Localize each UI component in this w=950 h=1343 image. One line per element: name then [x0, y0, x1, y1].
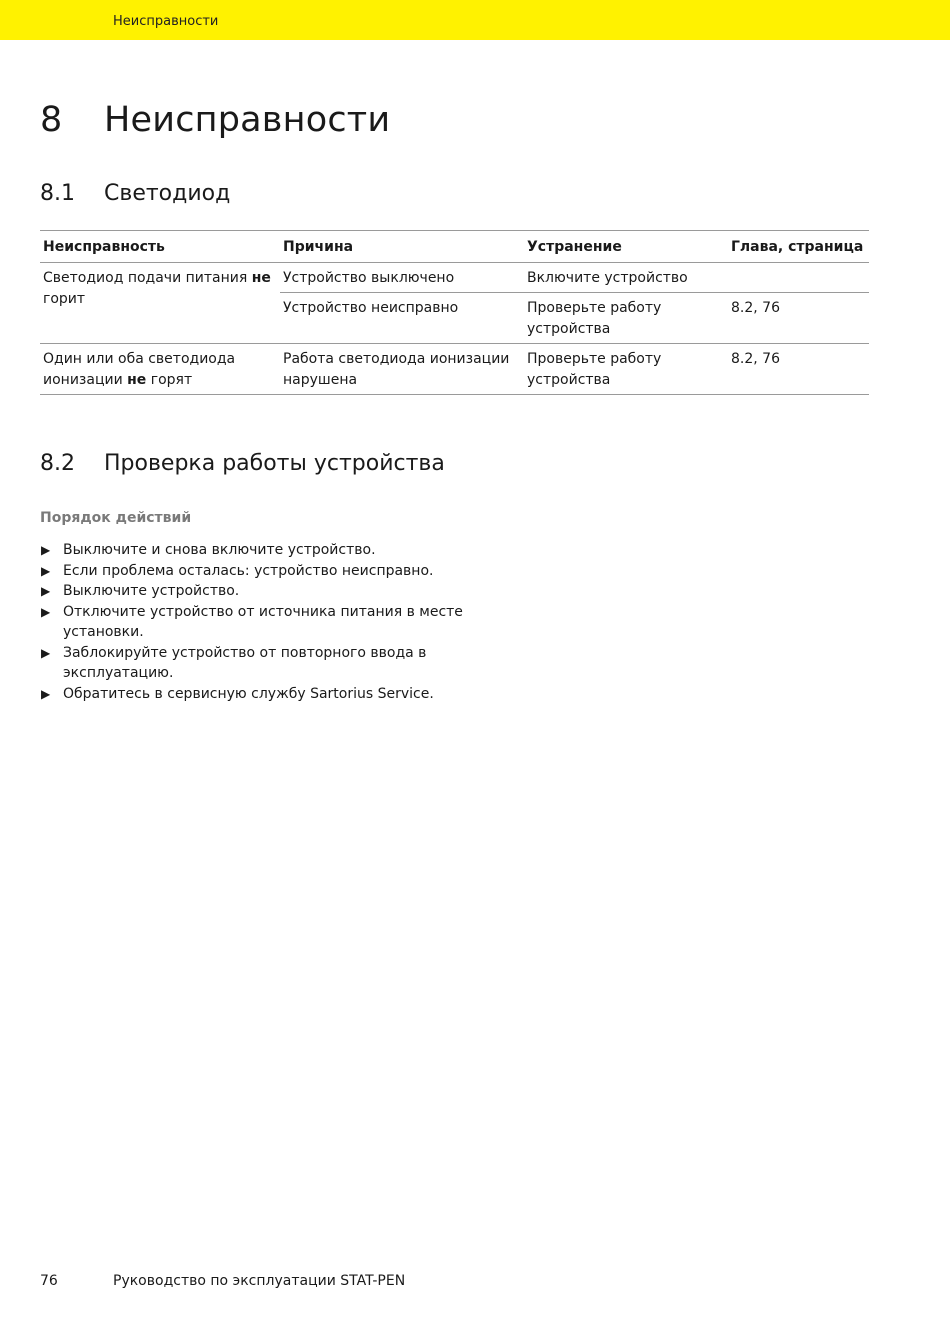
step-text: Выключите устройство.: [63, 583, 240, 599]
list-item: [40, 602, 500, 643]
section-heading: Проверка работы устройства: [104, 451, 445, 476]
triangle-right-icon: ▶: [41, 584, 51, 598]
list-item: [40, 643, 500, 684]
fault-text-end: горят: [146, 372, 193, 388]
table-row: [40, 344, 869, 395]
remedy-cell: Включите устройство: [524, 263, 728, 293]
running-title: Неисправности: [113, 14, 219, 29]
cause-cell: Устройство выключено: [280, 263, 524, 293]
section-heading: Светодиод: [104, 181, 231, 206]
list-item: [40, 684, 500, 705]
footer-doc-title: Руководство по эксплуатации STAT-PEN: [113, 1273, 406, 1289]
step-text: Отключите устройство от источника питания в месте установки.: [63, 603, 463, 640]
table-header-row: [40, 231, 869, 263]
triangle-right-icon: ▶: [41, 543, 51, 557]
section-number: 8.2: [40, 451, 75, 476]
step-text: Выключите и снова включите устройство.: [63, 542, 376, 558]
cause-cell: Работа светодиода ионизации нарушена: [280, 344, 524, 395]
cause-cell: Устройство неисправно: [280, 293, 524, 344]
section-number: 8.1: [40, 181, 75, 206]
step-text: Если проблема осталась: устройство неисправно.: [63, 562, 434, 579]
column-header-reference: Глава, страница: [728, 231, 869, 263]
page-number: 76: [40, 1273, 58, 1289]
fault-emphasis: не: [251, 270, 271, 286]
triangle-right-icon: ▶: [41, 604, 51, 619]
column-header-cause: Причина: [280, 231, 524, 263]
reference-cell: 8.2, 76: [728, 344, 869, 395]
reference-cell: 8.2, 76: [728, 293, 869, 344]
step-text: Обратитесь в сервисную службу Sartorius Service.: [63, 685, 434, 702]
reference-cell: [728, 263, 869, 293]
remedy-cell: Проверьте работу устройства: [524, 344, 728, 395]
triangle-right-icon: ▶: [41, 645, 51, 660]
table-row: [40, 263, 869, 293]
step-text: Заблокируйте устройство от повторного ввода в эксплуатацию.: [63, 644, 427, 681]
fault-text: Светодиод подачи питания: [43, 270, 252, 286]
fault-text: Один или оба светодиода ионизации: [43, 351, 236, 388]
column-header-fault: Неисправность: [40, 231, 280, 263]
remedy-cell: Проверьте работу устройства: [524, 293, 728, 344]
triangle-right-icon: ▶: [41, 563, 51, 578]
chapter-number: 8: [40, 100, 63, 140]
column-header-remedy: Устранение: [524, 231, 728, 263]
fault-emphasis: не: [127, 372, 147, 388]
list-item: [40, 540, 500, 561]
list-item: [40, 581, 500, 602]
fault-text-end: горит: [43, 291, 86, 307]
list-item: [40, 561, 500, 582]
triangle-right-icon: ▶: [41, 686, 51, 701]
fault-cell: [40, 263, 280, 344]
procedure-steps: [40, 540, 500, 704]
fault-cell: [40, 344, 280, 395]
procedure-label: Порядок действий: [40, 510, 192, 526]
chapter-heading: Неисправности: [104, 100, 391, 140]
fault-table: [40, 230, 869, 395]
